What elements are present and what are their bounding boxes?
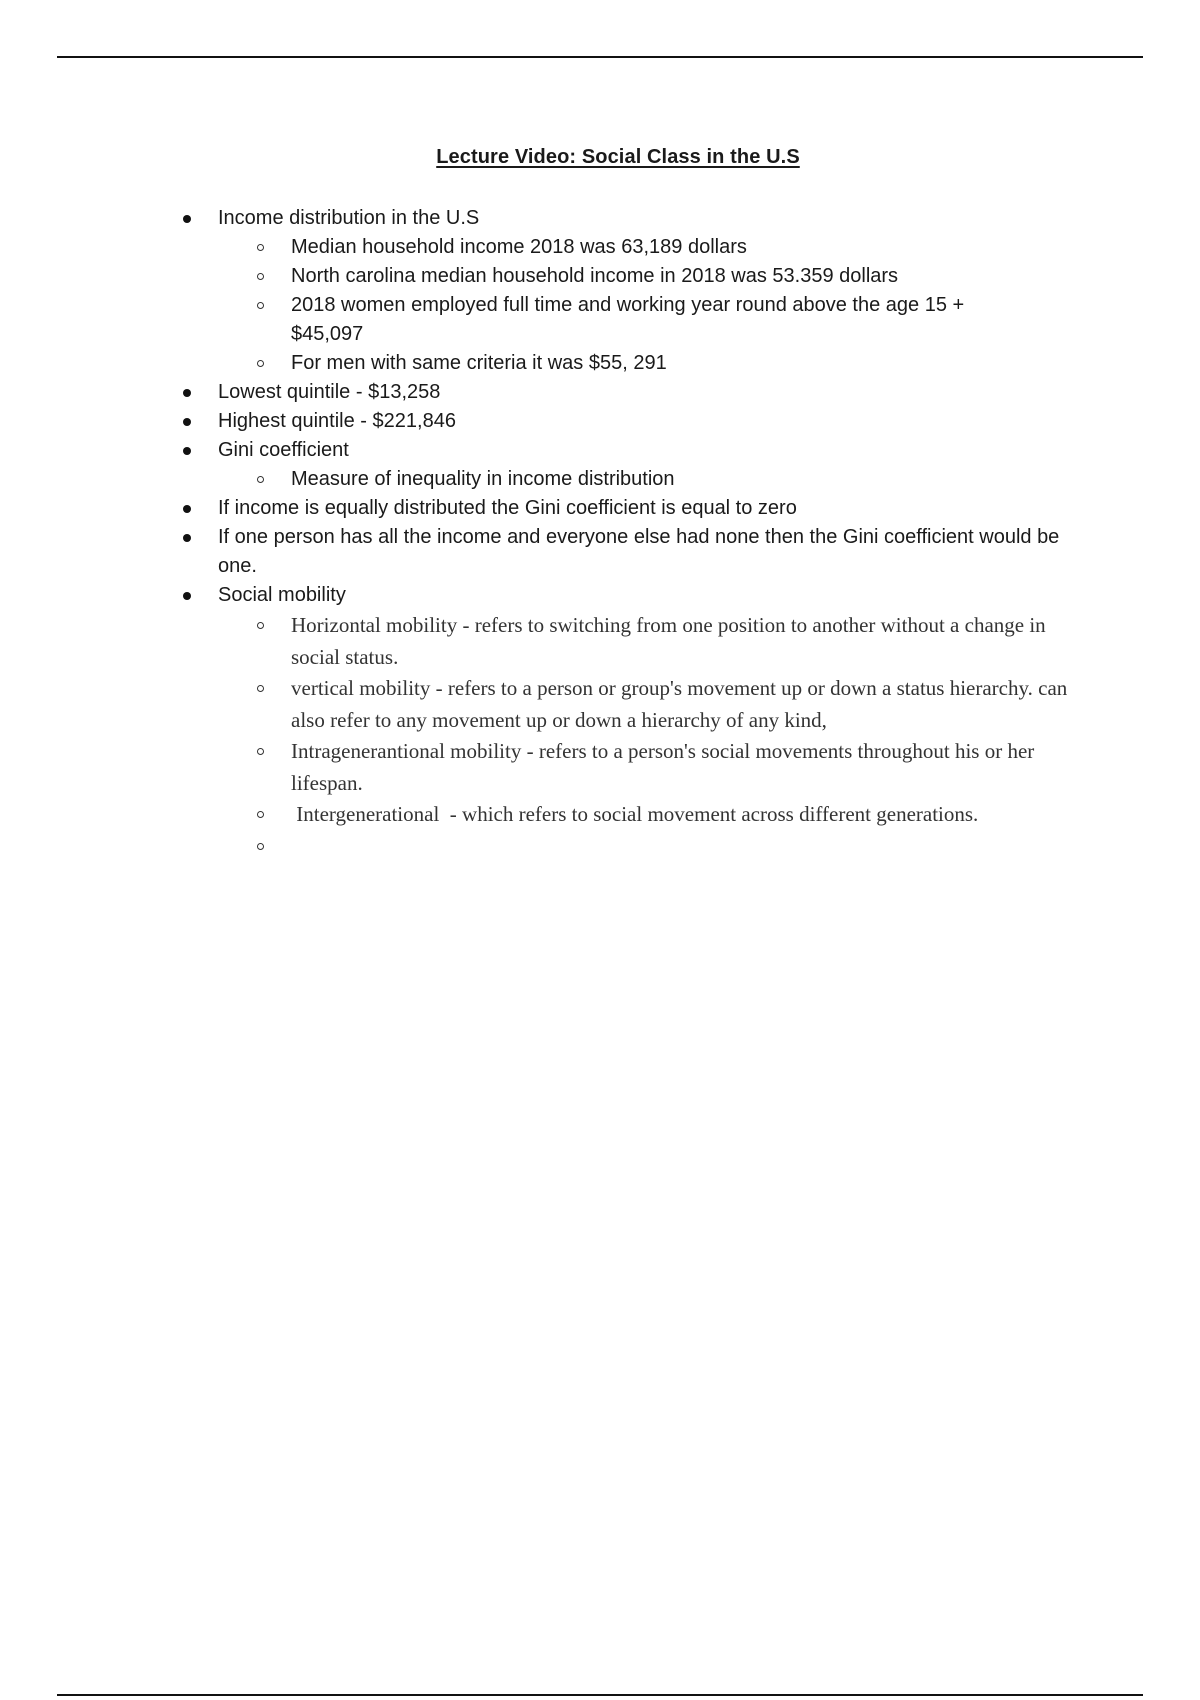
hollow-bullet-icon [257,685,264,692]
list-item-text: If income is equally distributed the Gini coefficient is equal to zero [218,497,797,519]
bullet-icon [183,505,191,513]
bottom-rule [57,1694,1143,1696]
bullet-icon [183,418,191,426]
list-item-men-income [0,349,1200,378]
list-item-median-income [0,233,1200,262]
hollow-bullet-icon [257,476,264,483]
list-item-text: 2018 women employed full time and working year round above the age 15 + $45,097 [291,294,965,345]
bullet-icon [183,447,191,455]
list-item-lowest-quintile [0,378,1200,407]
list-item-social-mobility [0,581,1200,610]
list-item-text: Income distribution in the U.S [218,207,480,229]
bullet-icon [183,389,191,397]
list-item-vertical-mobility [0,673,1200,736]
bullet-icon [183,592,191,600]
list-item-text: Lowest quintile - $13,258 [218,381,441,403]
list-item-text: North carolina median household income in 2018 was 53.359 dollars [291,265,899,287]
hollow-bullet-icon [257,811,264,818]
list-item-empty [0,831,1200,863]
list-item-income-distribution [0,204,1200,233]
list-item-text: For men with same criteria it was $55, 291 [291,352,667,374]
top-rule [57,56,1143,58]
list-item-gini [0,436,1200,465]
hollow-bullet-icon [257,302,264,309]
hollow-bullet-icon [257,748,264,755]
list-item-text: Intergenerational - which refers to social movement across different generations. [291,802,979,826]
notes-list [0,204,1200,862]
list-item-text [291,831,1091,863]
list-item-horizontal-mobility [0,610,1200,673]
list-item-text: Social mobility [218,584,346,606]
list-item-intergenerational-mobility [0,799,1200,831]
list-item-gini-one [0,523,1200,581]
document-title: Lecture Video: Social Class in the U.S [436,146,800,168]
hollow-bullet-icon [257,244,264,251]
list-item-text: Horizontal mobility - refers to switching from one position to another without a change in social status. [291,613,1046,669]
list-item-highest-quintile [0,407,1200,436]
hollow-bullet-icon [257,622,264,629]
hollow-bullet-icon [257,843,264,850]
list-item-women-income [0,291,1200,349]
bullet-icon [183,215,191,223]
list-item-text: vertical mobility - refers to a person or group's movement up or down a status hierarchy. can also refer to any movement up or down a hierarchy of any kind, [291,676,1068,732]
list-item-text: Median household income 2018 was 63,189 dollars [291,236,747,258]
hollow-bullet-icon [257,273,264,280]
list-item-text: Intragenerantional mobility - refers to a person's social movements throughout his or her lifespan. [291,739,1035,795]
list-item-text: Highest quintile - $221,846 [218,410,456,432]
bullet-icon [183,534,191,542]
list-item-intragenerational-mobility [0,736,1200,799]
list-item-gini-zero [0,494,1200,523]
list-item-text: Measure of inequality in income distribution [291,468,675,490]
list-item-text: Gini coefficient [218,439,349,461]
list-item-text: If one person has all the income and everyone else had none then the Gini coefficient would be one. [218,526,1060,577]
list-item-nc-income [0,262,1200,291]
hollow-bullet-icon [257,360,264,367]
list-item-gini-measure [0,465,1200,494]
